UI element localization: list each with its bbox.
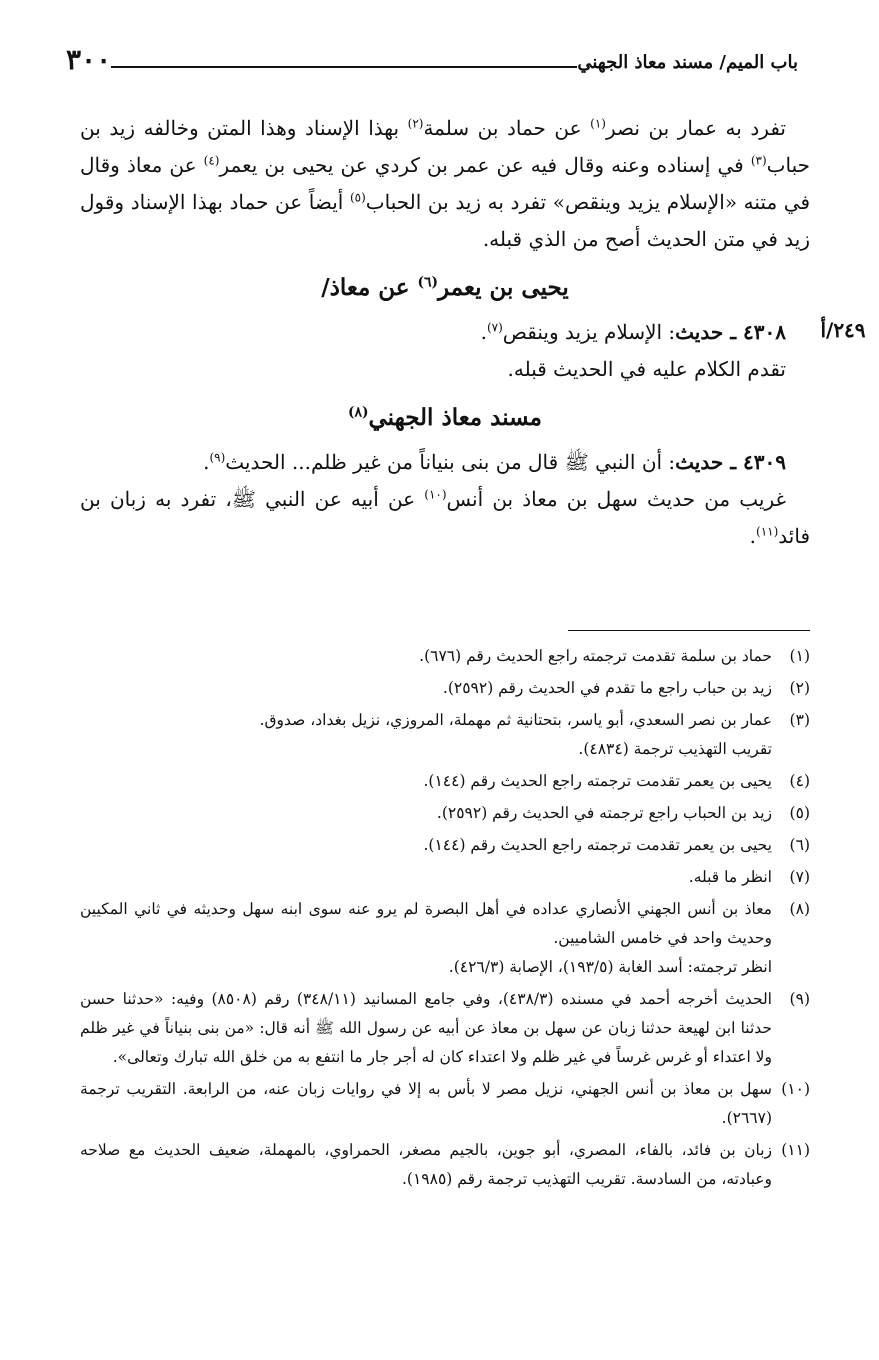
footnote-number: (١) bbox=[789, 647, 810, 665]
footnote bbox=[80, 706, 810, 764]
header-rule bbox=[111, 66, 577, 68]
footnote bbox=[80, 863, 810, 892]
footnote-ref: (٢) bbox=[407, 116, 424, 131]
footnote-line: انظر ما قبله. bbox=[688, 868, 772, 886]
footnote-line: معاذ بن أنس الجهني الأنصاري عداده في أهل البصرة لم يرو عنه سوى ابنه سهل وحديثه في ثاني المكيين وحديث واحد في خامس الشاميين. bbox=[80, 900, 772, 947]
footnote-text bbox=[80, 706, 772, 764]
footnote bbox=[80, 985, 810, 1072]
footnote-number: (٤) bbox=[789, 772, 810, 790]
footnote-line: عمار بن نصر السعدي، أبو ياسر، بتحتانية ثم مهملة، المروزي، نزيل بغداد، صدوق. bbox=[259, 711, 772, 729]
hadith-label: ٤٣٠٨ ـ حديث bbox=[675, 320, 786, 344]
footnote-text bbox=[80, 767, 772, 796]
hadith-label: ٤٣٠٩ ـ حديث bbox=[675, 450, 786, 474]
footnote bbox=[80, 895, 810, 982]
heading-text: مسند معاذ الجهني bbox=[368, 404, 542, 431]
footnote-number: (٥) bbox=[789, 804, 810, 822]
footnote-number: (٣) bbox=[789, 711, 810, 729]
para-text: أيضاً عن حماد بهذا الإسناد وقول زيد في متن الحديث أصح من الذي قبله. bbox=[80, 190, 810, 251]
comment-text: . bbox=[749, 524, 757, 548]
footnote-ref: (٨) bbox=[348, 404, 369, 421]
hadith-4309-comment bbox=[80, 481, 810, 555]
heading-text: عن معاذ/ bbox=[321, 274, 418, 301]
footnote-ref: (٧) bbox=[486, 320, 503, 335]
footnote-separator bbox=[568, 630, 810, 631]
footnote-text bbox=[80, 1075, 772, 1133]
footnote-number: (١١) bbox=[781, 1141, 810, 1159]
footnote-line: الحديث أخرجه أحمد في مسنده (٤٣٨/٣)، وفي جامع المسانيد (٣٤٨/١١) رقم (٨٥٠٨) وفيه: «حدثنا حسن حدثنا ابن لهيعة حدثنا زبان عن سهل بن معاذ عن أبيه عن رسول الله ﷺ أنه قال: «من بنى بنياناً في غير ظلم ولا اعتداء أو غرس غرساً في غير ظلم ولا اعتداء كان له أجر جار ما انتفع به من خلق الله تبارك وتعالى». bbox=[80, 990, 772, 1066]
page-header bbox=[56, 34, 808, 74]
footnote-line: زبان بن فائد، بالفاء، المصري، أبو جوين، بالجيم مصغر، الحمراوي، بالمهملة، ضعيف الحديث مع صلاحه وعبادته، من السادسة. تقريب التهذيب ترجمة رقم (١٩٨٥). bbox=[80, 1141, 772, 1188]
para-text: بهذا الإسناد وهذا المتن وخالفه زيد بن حباب bbox=[80, 116, 810, 177]
footnote-ref: (٣) bbox=[750, 153, 767, 168]
paragraph-1 bbox=[80, 110, 810, 258]
footnote-number: (٨) bbox=[789, 900, 810, 918]
footnote-text bbox=[80, 799, 772, 828]
hadith-text: : أن النبي ﷺ قال من بنى بنياناً من غير ظلم... الحديث bbox=[225, 450, 676, 474]
section-heading-muadh bbox=[80, 398, 810, 438]
heading-text: يحيى بن يعمر bbox=[438, 274, 569, 301]
hadith-4308-comment: تقدم الكلام عليه في الحديث قبله. bbox=[507, 357, 786, 381]
footnote-ref: (١٠) bbox=[424, 487, 447, 502]
footnote bbox=[80, 674, 810, 703]
comment-text: غريب من حديث سهل بن معاذ بن أنس bbox=[446, 487, 786, 511]
footnote-text bbox=[80, 831, 772, 860]
hadith-4309 bbox=[80, 444, 810, 481]
footnote-ref: (٥) bbox=[349, 190, 366, 205]
footnote-line: انظر ترجمته: أسد الغابة (١٩٣/٥)، الإصابة (٤٢٦/٣). bbox=[448, 958, 772, 976]
para-text: عن معاذ وقال في متنه «الإسلام يزيد وينقص» تفرد به زيد بن الحباب bbox=[80, 153, 810, 214]
footnote-number: (٦) bbox=[789, 836, 810, 854]
hadith-4308 bbox=[80, 314, 810, 351]
footnote-line: يحيى بن يعمر تقدمت ترجمته راجع الحديث رقم (١٤٤). bbox=[423, 772, 772, 790]
footnote-line: زيد بن حباب راجع ما تقدم في الحديث رقم (٢٥٩٢). bbox=[442, 679, 772, 697]
footnote-number: (٧) bbox=[789, 868, 810, 886]
comment-text: عن أبيه عن النبي ﷺ، تفرد به زبان بن فائد bbox=[80, 487, 810, 548]
footnote-text bbox=[80, 642, 772, 671]
footnote-number: (٢) bbox=[789, 679, 810, 697]
hadith-end: . bbox=[203, 450, 210, 474]
footnote-text bbox=[80, 863, 772, 892]
margin-folio-note: ٢٤٩/أ bbox=[820, 318, 866, 342]
footnote-ref: (٤) bbox=[203, 153, 220, 168]
footnote-ref: (١١) bbox=[756, 524, 779, 539]
footnote-line: تقريب التهذيب ترجمة (٤٨٣٤). bbox=[578, 740, 772, 758]
footnote bbox=[80, 642, 810, 671]
main-text bbox=[80, 110, 810, 555]
footnote bbox=[80, 1075, 810, 1133]
para-text: عن حماد بن سلمة bbox=[423, 116, 591, 140]
footnote-ref: (١) bbox=[590, 116, 606, 131]
footnote-line: زيد بن الحباب راجع ترجمته في الحديث رقم (٢٥٩٢). bbox=[436, 804, 772, 822]
para-text: في إسناده وعنه وقال فيه عن عمر بن كردي عن يحيى بن يعمر bbox=[219, 153, 751, 177]
footnote-line: حماد بن سلمة تقدمت ترجمته راجع الحديث رقم (٦٧٦). bbox=[419, 647, 772, 665]
hadith-text: : الإسلام يزيد وينقص bbox=[502, 320, 676, 344]
footnote bbox=[80, 831, 810, 860]
para-text: تفرد به عمار بن نصر bbox=[605, 116, 787, 140]
footnote-ref: (٩) bbox=[209, 450, 226, 465]
footnotes bbox=[80, 642, 810, 1197]
footnote-number: (٩) bbox=[789, 990, 810, 1008]
footnote bbox=[80, 1136, 810, 1194]
footnote-text bbox=[80, 1136, 772, 1194]
footnote bbox=[80, 799, 810, 828]
footnote-ref: (٦) bbox=[417, 274, 438, 291]
footnote-text bbox=[80, 985, 772, 1072]
footnote-text bbox=[80, 895, 772, 982]
running-title: باب الميم/ مسند معاذ الجهني bbox=[577, 52, 798, 74]
footnote-number: (١٠) bbox=[781, 1080, 810, 1098]
section-heading-yahya bbox=[80, 268, 810, 308]
footnote-text bbox=[80, 674, 772, 703]
footnote bbox=[80, 767, 810, 796]
hadith-end: . bbox=[480, 320, 487, 344]
footnote-line: سهل بن معاذ بن أنس الجهني، نزيل مصر لا بأس به إلا في روايات زبان عنه، من الرابعة. التقريب ترجمة (٢٦٦٧). bbox=[80, 1080, 772, 1127]
page-number: ٣٠٠ bbox=[66, 43, 112, 76]
footnote-line: يحيى بن يعمر تقدمت ترجمته راجع الحديث رقم (١٤٤). bbox=[423, 836, 772, 854]
